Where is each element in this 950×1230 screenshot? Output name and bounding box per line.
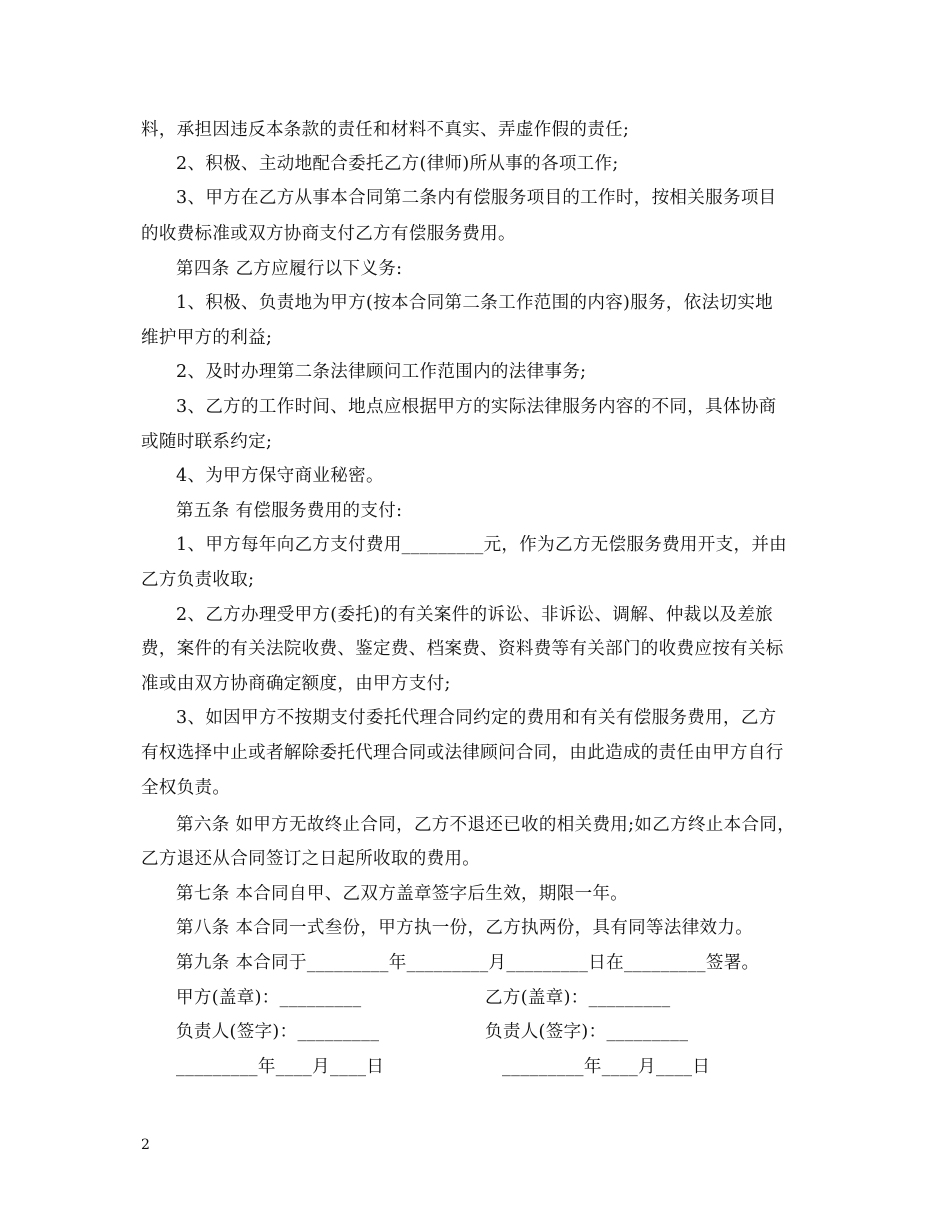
article-heading: 第四条 乙方应履行以下义务: <box>176 259 403 279</box>
paragraph-line: 全权负责。 <box>141 778 231 798</box>
article-heading: 第七条 本合同自甲、乙双方盖章签字后生效，期限一年。 <box>176 884 629 904</box>
page-number: 2 <box>141 1137 150 1153</box>
paragraph-line: 3、甲方在乙方从事本合同第二条内有偿服务项目的工作时，按相关服务项目 <box>176 188 777 208</box>
paragraph-line: 料，承担因违反本条款的责任和材料不真实、弄虚作假的责任; <box>141 120 630 140</box>
article-heading: 第五条 有偿服务费用的支付: <box>176 501 403 521</box>
paragraph-line: 2、积极、主动地配合委托乙方(律师)所从事的各项工作; <box>176 154 619 174</box>
paragraph-line: 3、如因甲方不按期支付委托代理合同约定的费用和有关有偿服务费用，乙方 <box>176 708 777 728</box>
paragraph-line: 2、及时办理第二条法律顾问工作范围内的法律事务; <box>176 362 587 382</box>
paragraph-line: 乙方负责收取; <box>141 570 255 590</box>
paragraph-line: 4、为甲方保守商业秘密。 <box>176 466 384 486</box>
party-a-date-line: _________年____月____日 <box>176 1057 385 1077</box>
party-b-seal-line: 乙方(盖章)：_________ <box>485 988 671 1008</box>
paragraph-line: 2、乙方办理受甲方(委托)的有关案件的诉讼、非诉讼、调解、仲裁以及差旅 <box>176 605 774 625</box>
paragraph-line: 的收费标准或双方协商支付乙方有偿服务费用。 <box>141 224 516 244</box>
paragraph-line: 乙方退还从合同签订之日起所收取的费用。 <box>141 849 481 869</box>
party-b-date-line: _________年____月____日 <box>502 1057 711 1077</box>
paragraph-line: 有权选择中止或者解除委托代理合同或法律顾问合同，由此造成的责任由甲方自行 <box>141 743 784 763</box>
paragraph-line: 或随时联系约定; <box>141 432 273 452</box>
paragraph-line: 3、乙方的工作时间、地点应根据甲方的实际法律服务内容的不同，具体协商 <box>176 397 777 417</box>
article-heading: 第九条 本合同于_________年_________月_________日在_________签署。 <box>176 953 760 973</box>
paragraph-line: 1、甲方每年向乙方支付费用_________元，作为乙方无偿服务费用开支，并由 <box>176 535 788 555</box>
paragraph-line: 费，案件的有关法院收费、鉴定费、档案费、资料费等有关部门的收费应按有关标 <box>141 639 784 659</box>
article-heading: 第六条 如甲方无故终止合同，乙方不退还已收的相关费用;如乙方终止本合同， <box>176 815 796 835</box>
paragraph-line: 准或由双方协商确定额度，由甲方支付; <box>141 674 451 694</box>
party-b-signatory-line: 负责人(签字)：_________ <box>485 1022 689 1042</box>
paragraph-line: 维护甲方的利益; <box>141 328 273 348</box>
article-heading: 第八条 本合同一式叁份，甲方执一份，乙方执两份，具有同等法律效力。 <box>176 918 754 938</box>
party-a-seal-line: 甲方(盖章)：_________ <box>176 988 362 1008</box>
paragraph-line: 1、积极、负责地为甲方(按本合同第二条工作范围的内容)服务，依法切实地 <box>176 293 774 313</box>
party-a-signatory-line: 负责人(签字)：_________ <box>176 1022 380 1042</box>
